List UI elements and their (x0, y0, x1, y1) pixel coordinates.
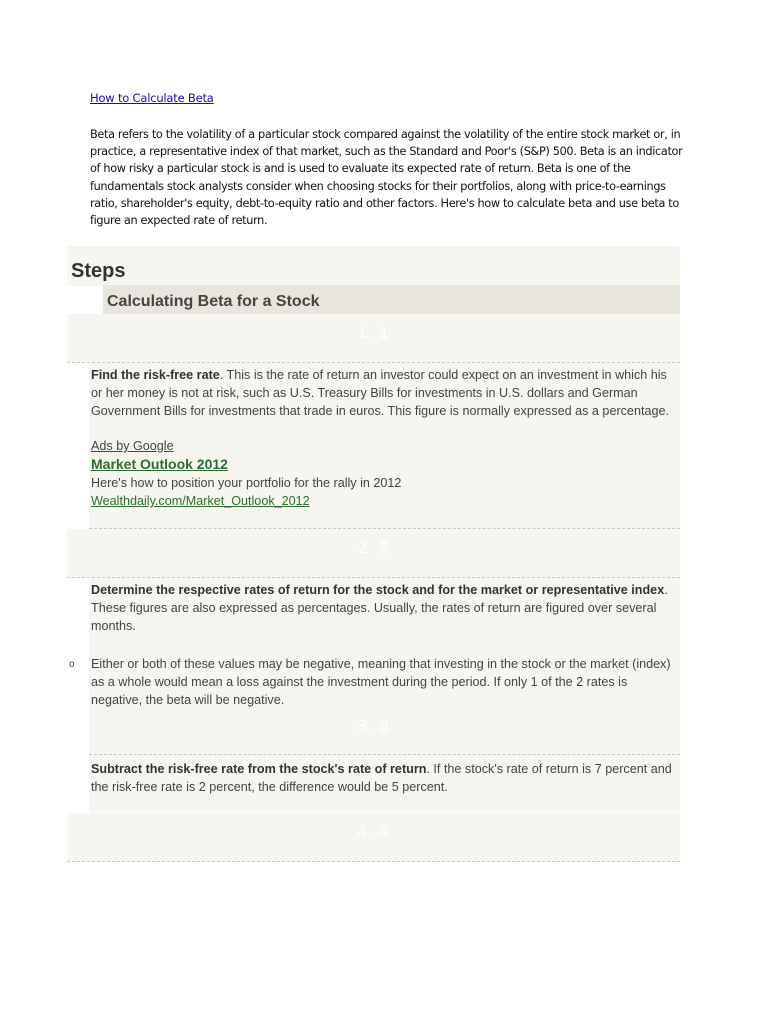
ad-title-link[interactable]: Market Outlook 2012 (91, 456, 228, 472)
step-2-text (91, 581, 678, 635)
steps-heading: Steps (71, 260, 126, 282)
step-2-bullet-text: Either or both of these values may be negative, meaning that investing in the stock or the market (index) as a whole would mean a loss against the investment during the period. If only 1 of the 2 rates is negative, the beta will be negative. (91, 657, 671, 707)
step-3-rest: . If the stock's rate of return is 7 percent and the risk-free rate is 2 percent, the difference would be 5 percent. (91, 762, 672, 794)
step-3-bold: Subtract the risk-free rate from the stock's rate of return (91, 762, 427, 776)
step-1-bold: Find the risk-free rate (91, 368, 220, 382)
step-1-text (91, 366, 678, 420)
step-2-number: 2. 2 (357, 538, 390, 557)
step-2-number-band (67, 529, 680, 578)
step-2-bold: Determine the respective rates of return for the stock and for the market or representative index (91, 583, 665, 597)
step-1-rest: . This is the rate of return an investor could expect on an investment in which his or her money is not at risk, such as U.S. Treasury Bills for investments in U.S. dollars and German Government Bills for investments that trade in euros. This figure is normally expressed as a percentage. (91, 368, 669, 418)
step-3-number: 3. 3 (357, 716, 390, 735)
ad-description: Here's how to position your portfolio for the rally in 2012 (91, 476, 402, 490)
steps-header-background (67, 246, 680, 286)
article-title-link[interactable]: How to Calculate Beta (90, 91, 214, 105)
ads-by-google-link[interactable]: Ads by Google (91, 439, 174, 453)
bullet-marker: o (69, 659, 75, 670)
step-4-number-band (67, 813, 680, 862)
step-1-number: 1. 1 (357, 323, 390, 342)
step-4-number: 4. 4 (357, 822, 390, 841)
section-title: Calculating Beta for a Stock (107, 293, 320, 310)
ad-url-link[interactable]: Wealthdaily.com/Market_Outlook_2012 (91, 494, 310, 508)
intro-paragraph: Beta refers to the volatility of a particular stock compared against the volatility of the entire stock market or, in practice, a representative index of that market, such as the Standard and Poor's (S&P) 500. Beta is an indicator of how risky a particular stock is and is used to evaluate its expected rate of return. Beta is one of the fundamentals stock analysts consider when choosing stocks for their portfolios, along with price-to-earnings ratio, shareholder's equity, debt-to-equity ratio and other factors. Here's how to calculate beta and use beta to figure an expected rate of return. (90, 128, 683, 228)
step-3-text (91, 760, 678, 796)
step-1-number-band (67, 314, 680, 363)
step-2-rest: . These figures are also expressed as percentages. Usually, the rates of return are figured over several months. (91, 583, 668, 633)
